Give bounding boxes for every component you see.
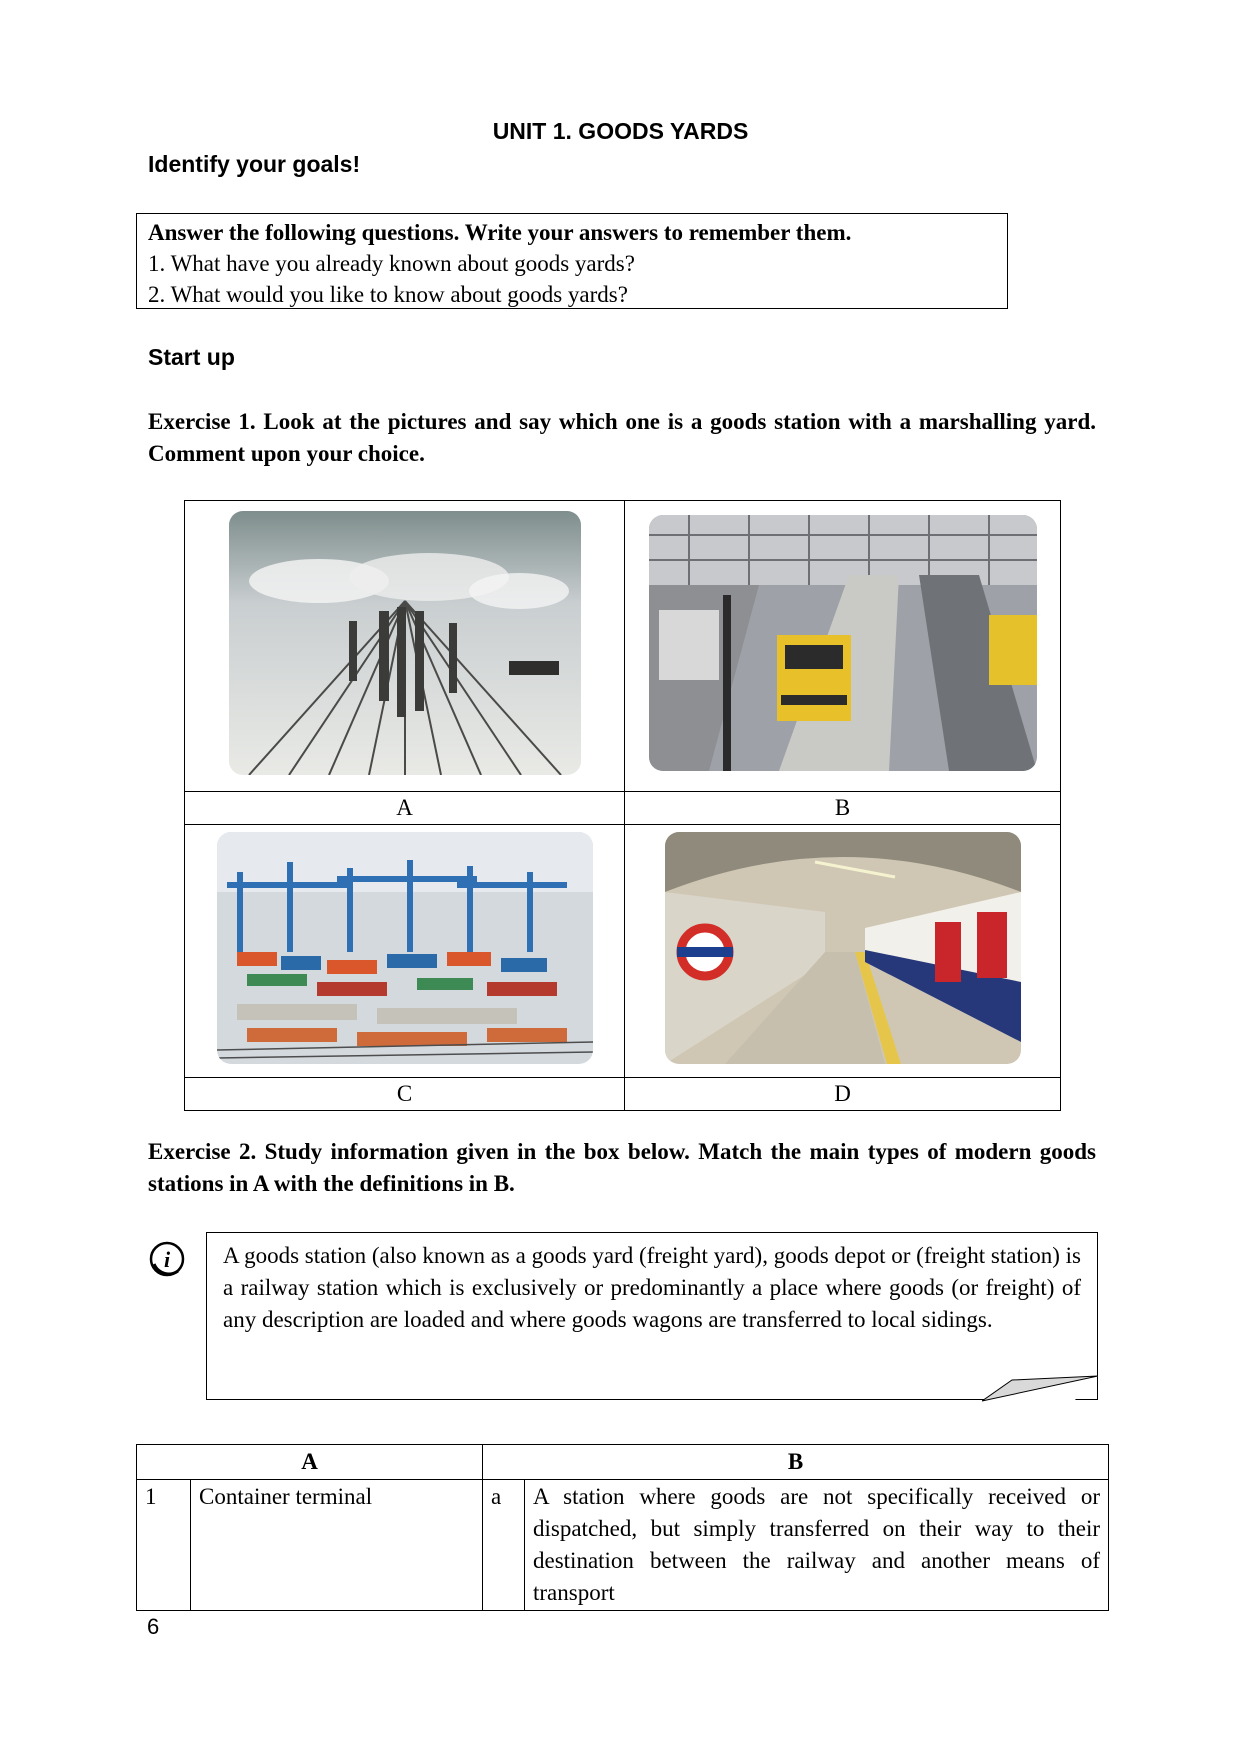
goals-question-1: 1. What have you already known about goods yards? (148, 251, 635, 276)
picture-label-a: A (185, 792, 625, 825)
picture-cell-d (625, 825, 1061, 1078)
picture-label-c: C (185, 1078, 625, 1111)
column-b-header: B (483, 1445, 1109, 1480)
pictures-table (184, 500, 1061, 1111)
picture-label-d: D (625, 1078, 1061, 1111)
row-definition: A station where goods are not specifically received or dispatched, but simply transferred on their way to their destination between the railway and another means of transport (525, 1480, 1109, 1611)
marshalling-yard-image (229, 511, 581, 775)
unit-title: UNIT 1. GOODS YARDS (492, 118, 749, 144)
metro-platform-image (665, 832, 1021, 1064)
page-number: 6 (147, 1614, 160, 1639)
goals-box (136, 213, 1008, 309)
picture-cell-c (185, 825, 625, 1078)
row-number: 1 (137, 1480, 191, 1611)
goals-heading: Identify your goals! (148, 151, 361, 177)
exercise-1-title: Exercise 1. Look at the pictures and say which one is a goods station with a marshalling yard. Comment upon your choice. (148, 409, 1096, 466)
goals-instruction: Answer the following questions. Write your answers to remember them. (148, 220, 852, 245)
column-a-header: A (137, 1445, 483, 1480)
matching-table (136, 1444, 1109, 1611)
table-row (137, 1480, 1109, 1611)
svg-text:i: i (163, 1247, 171, 1272)
picture-cell-b (625, 501, 1061, 792)
exercise-2-title: Exercise 2. Study information given in the box below. Match the main types of modern goods stations in A with the definitions in B. (148, 1139, 1096, 1196)
row-term: Container terminal (191, 1480, 483, 1611)
passenger-station-image (649, 515, 1037, 771)
picture-cell-a (185, 501, 625, 792)
start-up-heading: Start up (148, 344, 235, 370)
container-terminal-image (217, 832, 593, 1064)
info-box: A goods station (also known as a goods yard (freight yard), goods depot or (freight station) is a railway station which is exclusively or predominantly a place where goods (or freight) of any description are loaded and where goods wagons are transferred to local sidings. (206, 1232, 1098, 1400)
row-letter: a (483, 1480, 525, 1611)
info-icon (148, 1240, 186, 1278)
picture-label-b: B (625, 792, 1061, 825)
goals-question-2: 2. What would you like to know about goods yards? (148, 282, 628, 307)
table-header-row (137, 1445, 1109, 1480)
page-curl-decoration (982, 1372, 1098, 1402)
